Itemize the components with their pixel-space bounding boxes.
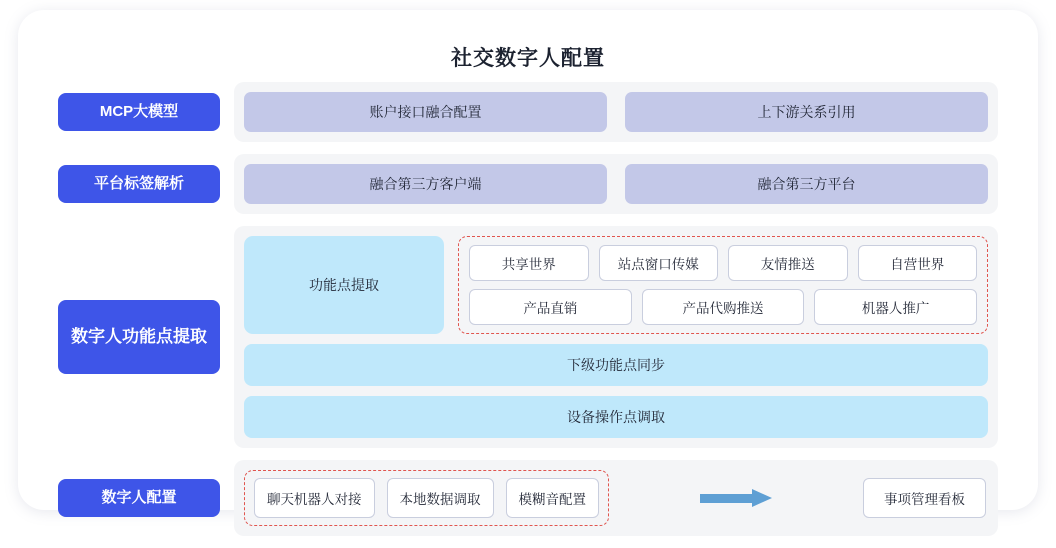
pill-row [244, 164, 988, 204]
section-row-mcp [58, 82, 998, 142]
feature-tag[interactable]: 共享世界 [469, 245, 589, 281]
wide-bar-sync[interactable]: 下级功能点同步 [244, 344, 988, 386]
section-row-platform-tag [58, 154, 998, 214]
feature-tag[interactable]: 友情推送 [728, 245, 848, 281]
feature-tag[interactable]: 产品代购推送 [642, 289, 805, 325]
feature-tag[interactable]: 自营世界 [858, 245, 978, 281]
page-title: 社交数字人配置 [451, 47, 605, 70]
tag-row [469, 245, 977, 281]
pill-item[interactable]: 上下游关系引用 [625, 92, 988, 132]
section-label-feature-extract: 数字人功能点提取 [58, 300, 220, 375]
feature-tag[interactable]: 机器人推广 [814, 289, 977, 325]
section-body-mcp [234, 82, 998, 142]
feature-tag[interactable]: 产品直销 [469, 289, 632, 325]
feature-extract-card[interactable]: 功能点提取 [244, 236, 444, 334]
section-body-feature-extract [234, 226, 998, 448]
result-tag-dashboard[interactable]: 事项管理看板 [863, 478, 986, 518]
diagram-card [18, 10, 1038, 510]
feature-extract-top [244, 236, 988, 334]
tag-row [469, 289, 977, 325]
arrow-container [609, 489, 863, 507]
config-tag-group [244, 470, 609, 526]
pill-item[interactable]: 融合第三方客户端 [244, 164, 607, 204]
right-arrow-icon [700, 489, 772, 507]
section-row-digital-human-config [58, 460, 998, 536]
section-row-feature-extract [58, 226, 998, 448]
section-label-platform-tag: 平台标签解析 [58, 165, 220, 203]
config-tag[interactable]: 聊天机器人对接 [254, 478, 375, 518]
config-tag[interactable]: 模糊音配置 [506, 478, 600, 518]
wide-bar-device[interactable]: 设备操作点调取 [244, 396, 988, 438]
config-items-row [244, 470, 988, 526]
config-tag[interactable]: 本地数据调取 [387, 478, 494, 518]
pill-item[interactable]: 融合第三方平台 [625, 164, 988, 204]
pill-row [244, 92, 988, 132]
feature-tag[interactable]: 站点窗口传媒 [599, 245, 719, 281]
section-body-platform-tag [234, 154, 998, 214]
section-label-mcp: MCP大模型 [58, 93, 220, 131]
pill-item[interactable]: 账户接口融合配置 [244, 92, 607, 132]
section-label-digital-human-config: 数字人配置 [58, 479, 220, 517]
diagram-rows [58, 82, 998, 548]
feature-tag-group [458, 236, 988, 334]
section-body-digital-human-config [234, 460, 998, 536]
